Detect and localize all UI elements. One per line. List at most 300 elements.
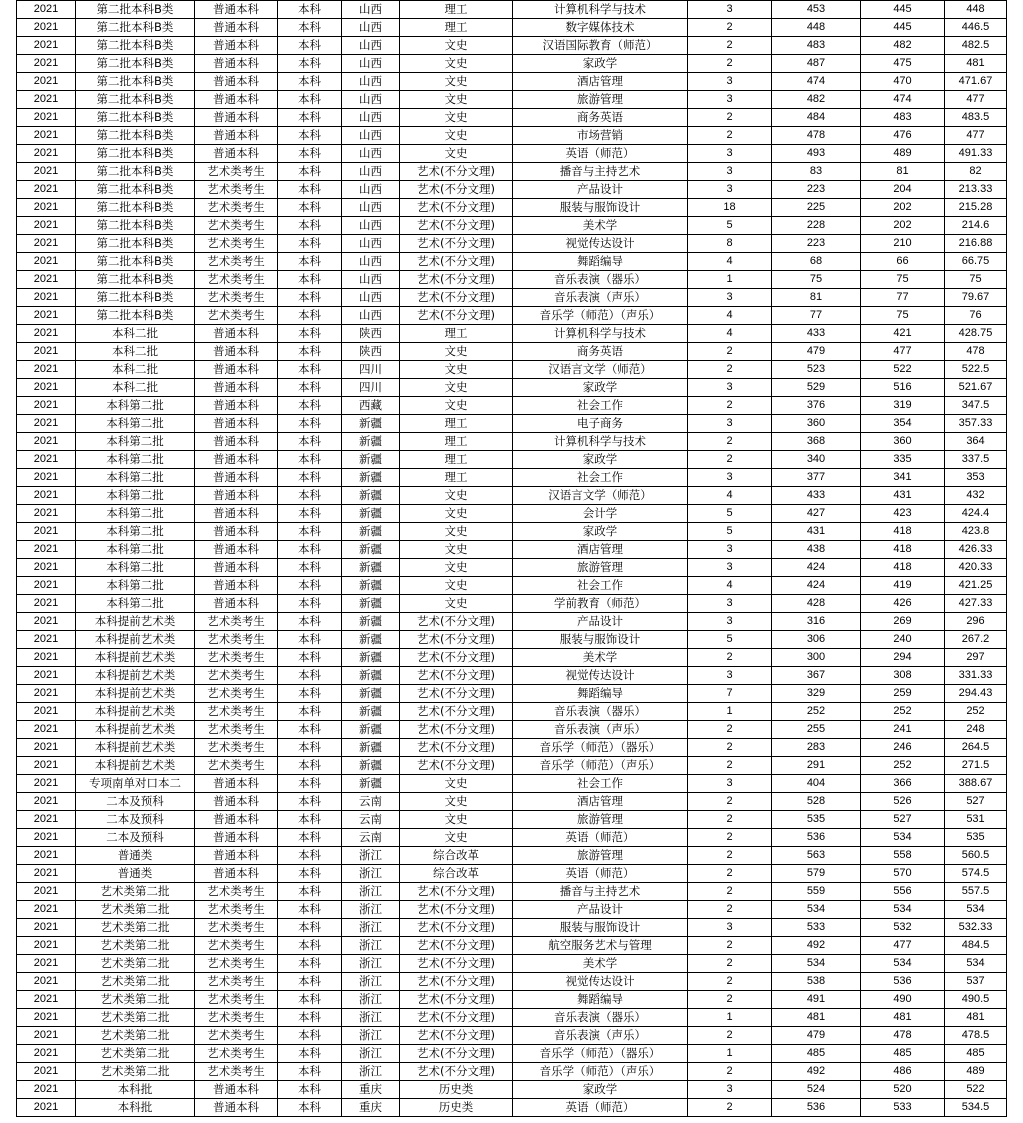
category-cell: 艺术类考生 (195, 271, 278, 289)
max-score-cell: 81 (772, 289, 861, 307)
table-row (17, 559, 1007, 577)
subject-type-cell: 理工 (400, 325, 513, 343)
subject-type-cell: 文史 (400, 595, 513, 613)
province-cell: 新疆 (342, 631, 400, 649)
province-cell: 浙江 (342, 955, 400, 973)
category-cell: 普通本科 (195, 109, 278, 127)
level-cell: 本科 (278, 271, 342, 289)
min-score-cell: 486 (861, 1063, 945, 1081)
batch-cell: 本科第二批 (76, 397, 195, 415)
min-score-cell: 246 (861, 739, 945, 757)
subject-type-cell: 艺术(不分文理) (400, 973, 513, 991)
avg-score-cell: 347.5 (945, 397, 1007, 415)
subject-type-cell: 文史 (400, 37, 513, 55)
enrolled-count-cell: 3 (688, 559, 772, 577)
table-row (17, 109, 1007, 127)
province-cell: 浙江 (342, 865, 400, 883)
batch-cell: 本科提前艺术类 (76, 685, 195, 703)
max-score-cell: 223 (772, 181, 861, 199)
table-row (17, 1081, 1007, 1099)
major-cell: 家政学 (513, 55, 688, 73)
province-cell: 新疆 (342, 757, 400, 775)
province-cell: 新疆 (342, 739, 400, 757)
avg-score-cell: 66.75 (945, 253, 1007, 271)
table-row (17, 973, 1007, 991)
min-score-cell: 360 (861, 433, 945, 451)
enrolled-count-cell: 2 (688, 397, 772, 415)
major-cell: 音乐表演（声乐） (513, 1027, 688, 1045)
min-score-cell: 476 (861, 127, 945, 145)
year-cell: 2021 (17, 505, 76, 523)
max-score-cell: 534 (772, 901, 861, 919)
subject-type-cell: 理工 (400, 1, 513, 19)
subject-type-cell: 艺术(不分文理) (400, 235, 513, 253)
enrolled-count-cell: 18 (688, 199, 772, 217)
avg-score-cell: 420.33 (945, 559, 1007, 577)
avg-score-cell: 421.25 (945, 577, 1007, 595)
category-cell: 艺术类考生 (195, 973, 278, 991)
year-cell: 2021 (17, 325, 76, 343)
table-row (17, 307, 1007, 325)
enrolled-count-cell: 2 (688, 343, 772, 361)
category-cell: 艺术类考生 (195, 703, 278, 721)
level-cell: 本科 (278, 937, 342, 955)
table-row (17, 379, 1007, 397)
max-score-cell: 478 (772, 127, 861, 145)
province-cell: 云南 (342, 811, 400, 829)
province-cell: 山西 (342, 145, 400, 163)
province-cell: 浙江 (342, 973, 400, 991)
table-row (17, 739, 1007, 757)
province-cell: 新疆 (342, 451, 400, 469)
table-row (17, 397, 1007, 415)
max-score-cell: 367 (772, 667, 861, 685)
subject-type-cell: 文史 (400, 829, 513, 847)
table-row (17, 343, 1007, 361)
province-cell: 云南 (342, 793, 400, 811)
subject-type-cell: 理工 (400, 469, 513, 487)
year-cell: 2021 (17, 901, 76, 919)
major-cell: 播音与主持艺术 (513, 883, 688, 901)
enrolled-count-cell: 2 (688, 361, 772, 379)
province-cell: 新疆 (342, 523, 400, 541)
batch-cell: 第二批本科B类 (76, 271, 195, 289)
min-score-cell: 252 (861, 757, 945, 775)
batch-cell: 本科提前艺术类 (76, 631, 195, 649)
level-cell: 本科 (278, 541, 342, 559)
min-score-cell: 534 (861, 829, 945, 847)
province-cell: 新疆 (342, 595, 400, 613)
year-cell: 2021 (17, 973, 76, 991)
subject-type-cell: 文史 (400, 361, 513, 379)
level-cell: 本科 (278, 109, 342, 127)
max-score-cell: 433 (772, 325, 861, 343)
max-score-cell: 483 (772, 37, 861, 55)
min-score-cell: 570 (861, 865, 945, 883)
avg-score-cell: 353 (945, 469, 1007, 487)
level-cell: 本科 (278, 379, 342, 397)
enrolled-count-cell: 2 (688, 865, 772, 883)
level-cell: 本科 (278, 37, 342, 55)
table-row (17, 451, 1007, 469)
major-cell: 播音与主持艺术 (513, 163, 688, 181)
batch-cell: 第二批本科B类 (76, 73, 195, 91)
enrolled-count-cell: 3 (688, 1, 772, 19)
major-cell: 视觉传达设计 (513, 235, 688, 253)
province-cell: 新疆 (342, 469, 400, 487)
subject-type-cell: 艺术(不分文理) (400, 703, 513, 721)
level-cell: 本科 (278, 685, 342, 703)
level-cell: 本科 (278, 577, 342, 595)
max-score-cell: 438 (772, 541, 861, 559)
category-cell: 普通本科 (195, 433, 278, 451)
year-cell: 2021 (17, 181, 76, 199)
level-cell: 本科 (278, 631, 342, 649)
province-cell: 浙江 (342, 901, 400, 919)
major-cell: 数字媒体技术 (513, 19, 688, 37)
batch-cell: 本科二批 (76, 325, 195, 343)
major-cell: 服装与服饰设计 (513, 919, 688, 937)
province-cell: 新疆 (342, 415, 400, 433)
level-cell: 本科 (278, 847, 342, 865)
table-row (17, 361, 1007, 379)
category-cell: 普通本科 (195, 73, 278, 91)
subject-type-cell: 文史 (400, 343, 513, 361)
avg-score-cell: 521.67 (945, 379, 1007, 397)
table-row (17, 649, 1007, 667)
major-cell: 计算机科学与技术 (513, 1, 688, 19)
batch-cell: 第二批本科B类 (76, 1, 195, 19)
subject-type-cell: 文史 (400, 505, 513, 523)
batch-cell: 本科第二批 (76, 469, 195, 487)
major-cell: 音乐学（师范）（声乐） (513, 757, 688, 775)
year-cell: 2021 (17, 649, 76, 667)
avg-score-cell: 297 (945, 649, 1007, 667)
batch-cell: 本科提前艺术类 (76, 757, 195, 775)
enrolled-count-cell: 4 (688, 307, 772, 325)
subject-type-cell: 文史 (400, 523, 513, 541)
level-cell: 本科 (278, 199, 342, 217)
major-cell: 社会工作 (513, 577, 688, 595)
category-cell: 普通本科 (195, 559, 278, 577)
avg-score-cell: 216.88 (945, 235, 1007, 253)
category-cell: 艺术类考生 (195, 253, 278, 271)
enrolled-count-cell: 2 (688, 1027, 772, 1045)
year-cell: 2021 (17, 73, 76, 91)
category-cell: 普通本科 (195, 469, 278, 487)
category-cell: 艺术类考生 (195, 289, 278, 307)
enrolled-count-cell: 2 (688, 757, 772, 775)
level-cell: 本科 (278, 415, 342, 433)
level-cell: 本科 (278, 487, 342, 505)
subject-type-cell: 艺术(不分文理) (400, 307, 513, 325)
major-cell: 计算机科学与技术 (513, 325, 688, 343)
min-score-cell: 204 (861, 181, 945, 199)
major-cell: 音乐学（师范）（声乐） (513, 307, 688, 325)
enrolled-count-cell: 2 (688, 739, 772, 757)
level-cell: 本科 (278, 649, 342, 667)
table-row (17, 721, 1007, 739)
batch-cell: 本科第二批 (76, 415, 195, 433)
category-cell: 艺术类考生 (195, 235, 278, 253)
province-cell: 山西 (342, 19, 400, 37)
table-row (17, 289, 1007, 307)
enrolled-count-cell: 3 (688, 469, 772, 487)
subject-type-cell: 文史 (400, 127, 513, 145)
max-score-cell: 563 (772, 847, 861, 865)
major-cell: 英语（师范） (513, 829, 688, 847)
max-score-cell: 535 (772, 811, 861, 829)
table-row (17, 73, 1007, 91)
category-cell: 艺术类考生 (195, 1045, 278, 1063)
batch-cell: 第二批本科B类 (76, 235, 195, 253)
table-row (17, 613, 1007, 631)
batch-cell: 第二批本科B类 (76, 163, 195, 181)
province-cell: 山西 (342, 289, 400, 307)
enrolled-count-cell: 8 (688, 235, 772, 253)
major-cell: 家政学 (513, 1081, 688, 1099)
subject-type-cell: 艺术(不分文理) (400, 721, 513, 739)
year-cell: 2021 (17, 991, 76, 1009)
subject-type-cell: 理工 (400, 19, 513, 37)
major-cell: 航空服务艺术与管理 (513, 937, 688, 955)
major-cell: 旅游管理 (513, 91, 688, 109)
min-score-cell: 526 (861, 793, 945, 811)
province-cell: 西藏 (342, 397, 400, 415)
level-cell: 本科 (278, 73, 342, 91)
province-cell: 新疆 (342, 613, 400, 631)
level-cell: 本科 (278, 343, 342, 361)
enrolled-count-cell: 4 (688, 253, 772, 271)
category-cell: 艺术类考生 (195, 613, 278, 631)
batch-cell: 二本及预科 (76, 793, 195, 811)
enrolled-count-cell: 2 (688, 883, 772, 901)
province-cell: 浙江 (342, 991, 400, 1009)
year-cell: 2021 (17, 1081, 76, 1099)
category-cell: 艺术类考生 (195, 199, 278, 217)
major-cell: 美术学 (513, 217, 688, 235)
category-cell: 普通本科 (195, 865, 278, 883)
province-cell: 新疆 (342, 559, 400, 577)
major-cell: 音乐学（师范）（器乐） (513, 739, 688, 757)
max-score-cell: 433 (772, 487, 861, 505)
level-cell: 本科 (278, 505, 342, 523)
avg-score-cell: 481 (945, 55, 1007, 73)
province-cell: 山西 (342, 73, 400, 91)
subject-type-cell: 理工 (400, 451, 513, 469)
avg-score-cell: 481 (945, 1009, 1007, 1027)
batch-cell: 本科第二批 (76, 595, 195, 613)
province-cell: 山西 (342, 55, 400, 73)
min-score-cell: 81 (861, 163, 945, 181)
year-cell: 2021 (17, 379, 76, 397)
subject-type-cell: 艺术(不分文理) (400, 649, 513, 667)
max-score-cell: 424 (772, 559, 861, 577)
year-cell: 2021 (17, 235, 76, 253)
table-row (17, 253, 1007, 271)
max-score-cell: 431 (772, 523, 861, 541)
enrolled-count-cell: 2 (688, 433, 772, 451)
avg-score-cell: 214.6 (945, 217, 1007, 235)
enrolled-count-cell: 3 (688, 541, 772, 559)
max-score-cell: 479 (772, 1027, 861, 1045)
year-cell: 2021 (17, 271, 76, 289)
subject-type-cell: 艺术(不分文理) (400, 955, 513, 973)
level-cell: 本科 (278, 469, 342, 487)
enrolled-count-cell: 2 (688, 37, 772, 55)
subject-type-cell: 艺术(不分文理) (400, 1045, 513, 1063)
enrolled-count-cell: 4 (688, 577, 772, 595)
subject-type-cell: 艺术(不分文理) (400, 181, 513, 199)
province-cell: 山西 (342, 37, 400, 55)
major-cell: 学前教育（师范） (513, 595, 688, 613)
avg-score-cell: 271.5 (945, 757, 1007, 775)
subject-type-cell: 理工 (400, 433, 513, 451)
year-cell: 2021 (17, 883, 76, 901)
enrolled-count-cell: 2 (688, 991, 772, 1009)
subject-type-cell: 综合改革 (400, 847, 513, 865)
subject-type-cell: 艺术(不分文理) (400, 253, 513, 271)
max-score-cell: 529 (772, 379, 861, 397)
avg-score-cell: 560.5 (945, 847, 1007, 865)
province-cell: 新疆 (342, 577, 400, 595)
major-cell: 产品设计 (513, 901, 688, 919)
province-cell: 云南 (342, 829, 400, 847)
batch-cell: 本科提前艺术类 (76, 721, 195, 739)
major-cell: 商务英语 (513, 109, 688, 127)
table-row (17, 181, 1007, 199)
enrolled-count-cell: 3 (688, 595, 772, 613)
province-cell: 陕西 (342, 325, 400, 343)
category-cell: 艺术类考生 (195, 1063, 278, 1081)
enrolled-count-cell: 3 (688, 289, 772, 307)
level-cell: 本科 (278, 667, 342, 685)
enrolled-count-cell: 2 (688, 973, 772, 991)
max-score-cell: 83 (772, 163, 861, 181)
batch-cell: 艺术类第二批 (76, 1045, 195, 1063)
category-cell: 普通本科 (195, 523, 278, 541)
table-row (17, 37, 1007, 55)
max-score-cell: 340 (772, 451, 861, 469)
subject-type-cell: 艺术(不分文理) (400, 1027, 513, 1045)
level-cell: 本科 (278, 901, 342, 919)
avg-score-cell: 264.5 (945, 739, 1007, 757)
table-row (17, 829, 1007, 847)
max-score-cell: 492 (772, 937, 861, 955)
level-cell: 本科 (278, 217, 342, 235)
province-cell: 山西 (342, 1, 400, 19)
major-cell: 音乐表演（声乐） (513, 721, 688, 739)
table-row (17, 757, 1007, 775)
table-row (17, 631, 1007, 649)
avg-score-cell: 388.67 (945, 775, 1007, 793)
category-cell: 普通本科 (195, 775, 278, 793)
year-cell: 2021 (17, 739, 76, 757)
level-cell: 本科 (278, 829, 342, 847)
category-cell: 普通本科 (195, 145, 278, 163)
max-score-cell: 404 (772, 775, 861, 793)
province-cell: 山西 (342, 163, 400, 181)
major-cell: 音乐表演（声乐） (513, 289, 688, 307)
min-score-cell: 445 (861, 19, 945, 37)
year-cell: 2021 (17, 487, 76, 505)
enrolled-count-cell: 4 (688, 325, 772, 343)
min-score-cell: 202 (861, 199, 945, 217)
min-score-cell: 294 (861, 649, 945, 667)
subject-type-cell: 文史 (400, 811, 513, 829)
level-cell: 本科 (278, 721, 342, 739)
level-cell: 本科 (278, 145, 342, 163)
level-cell: 本科 (278, 757, 342, 775)
major-cell: 计算机科学与技术 (513, 433, 688, 451)
level-cell: 本科 (278, 127, 342, 145)
table-row (17, 1, 1007, 19)
min-score-cell: 421 (861, 325, 945, 343)
min-score-cell: 489 (861, 145, 945, 163)
avg-score-cell: 448 (945, 1, 1007, 19)
level-cell: 本科 (278, 775, 342, 793)
year-cell: 2021 (17, 217, 76, 235)
subject-type-cell: 文史 (400, 145, 513, 163)
year-cell: 2021 (17, 847, 76, 865)
category-cell: 艺术类考生 (195, 667, 278, 685)
batch-cell: 本科第二批 (76, 505, 195, 523)
level-cell: 本科 (278, 235, 342, 253)
year-cell: 2021 (17, 109, 76, 127)
level-cell: 本科 (278, 865, 342, 883)
enrolled-count-cell: 2 (688, 109, 772, 127)
level-cell: 本科 (278, 1027, 342, 1045)
enrolled-count-cell: 2 (688, 1099, 772, 1117)
batch-cell: 艺术类第二批 (76, 1063, 195, 1081)
subject-type-cell: 艺术(不分文理) (400, 757, 513, 775)
batch-cell: 第二批本科B类 (76, 91, 195, 109)
year-cell: 2021 (17, 469, 76, 487)
category-cell: 普通本科 (195, 487, 278, 505)
province-cell: 陕西 (342, 343, 400, 361)
enrolled-count-cell: 3 (688, 1081, 772, 1099)
batch-cell: 第二批本科B类 (76, 37, 195, 55)
batch-cell: 专项南单对口本二 (76, 775, 195, 793)
major-cell: 酒店管理 (513, 793, 688, 811)
batch-cell: 二本及预科 (76, 811, 195, 829)
max-score-cell: 283 (772, 739, 861, 757)
year-cell: 2021 (17, 1009, 76, 1027)
table-row (17, 325, 1007, 343)
enrolled-count-cell: 4 (688, 487, 772, 505)
min-score-cell: 354 (861, 415, 945, 433)
year-cell: 2021 (17, 541, 76, 559)
category-cell: 普通本科 (195, 1, 278, 19)
year-cell: 2021 (17, 667, 76, 685)
max-score-cell: 485 (772, 1045, 861, 1063)
category-cell: 普通本科 (195, 811, 278, 829)
avg-score-cell: 248 (945, 721, 1007, 739)
avg-score-cell: 557.5 (945, 883, 1007, 901)
min-score-cell: 527 (861, 811, 945, 829)
province-cell: 山西 (342, 217, 400, 235)
enrolled-count-cell: 3 (688, 775, 772, 793)
table-row (17, 775, 1007, 793)
province-cell: 新疆 (342, 487, 400, 505)
table-row (17, 145, 1007, 163)
year-cell: 2021 (17, 793, 76, 811)
max-score-cell: 252 (772, 703, 861, 721)
province-cell: 四川 (342, 379, 400, 397)
min-score-cell: 482 (861, 37, 945, 55)
min-score-cell: 335 (861, 451, 945, 469)
subject-type-cell: 艺术(不分文理) (400, 685, 513, 703)
